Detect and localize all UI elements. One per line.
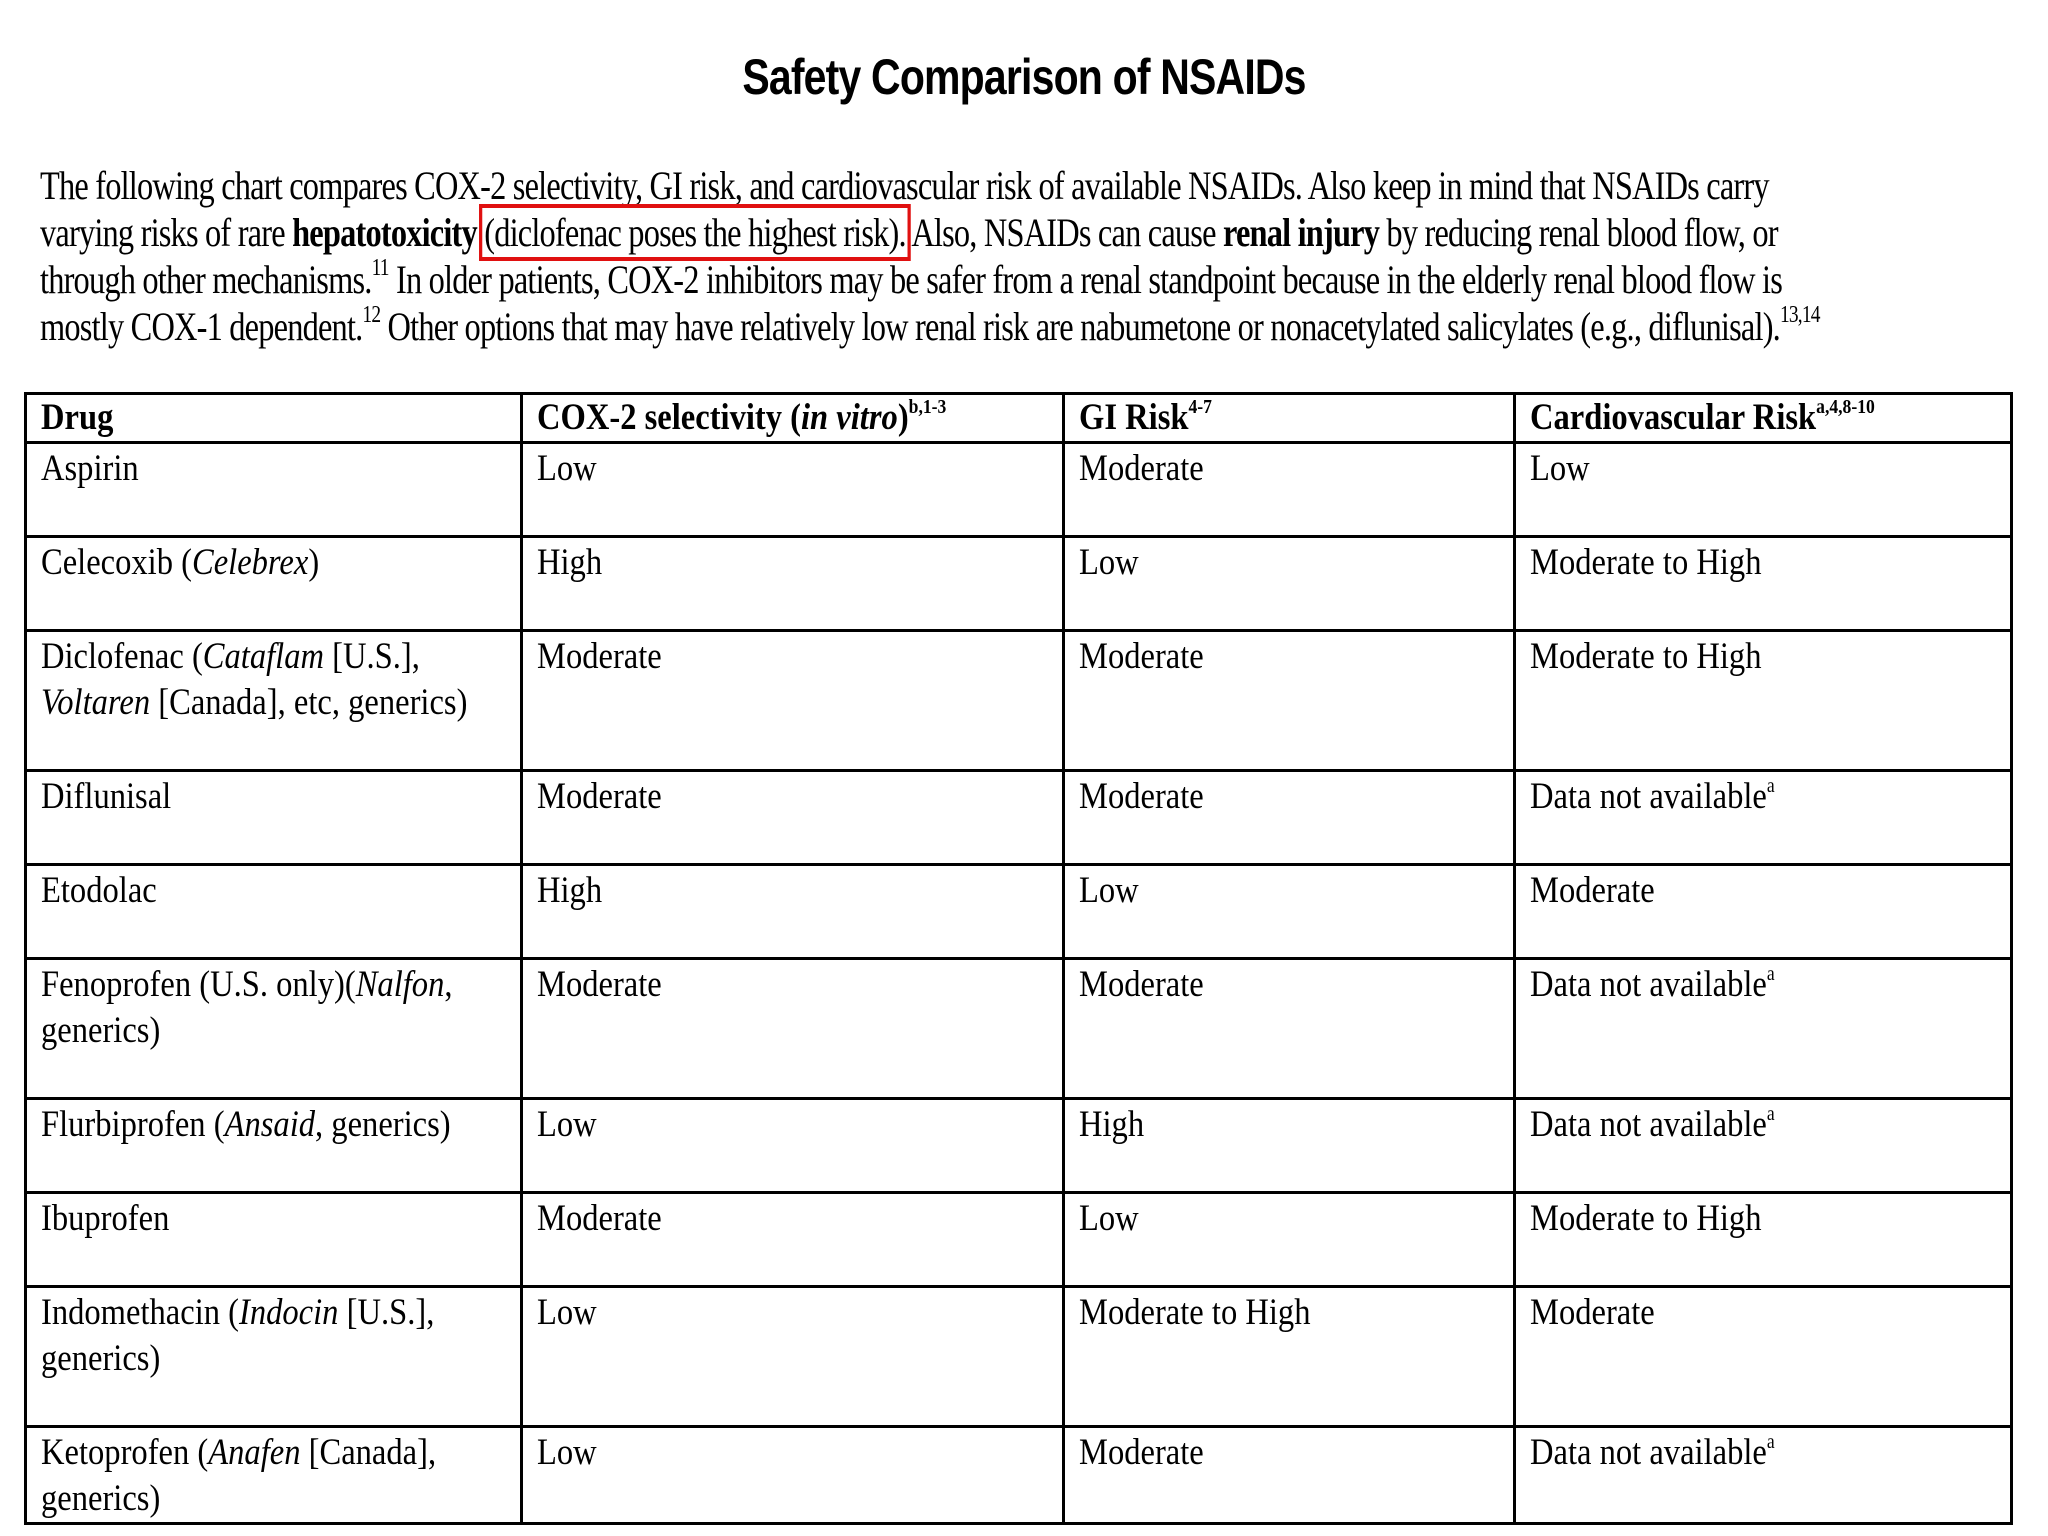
intro-line-3 (40, 256, 1960, 303)
cell-cox2: Low (522, 443, 1064, 537)
intro-text: by reducing renal blood flow, or (1379, 210, 1778, 255)
table-row (26, 1193, 2012, 1287)
brand-name: Nalfon (355, 964, 445, 1005)
brand-name: Indocin (239, 1292, 339, 1333)
cell-cv (1515, 1427, 2012, 1524)
cell-cv (1515, 771, 2012, 865)
cell-cv (1515, 1099, 2012, 1193)
cell-cox2: Low (522, 1287, 1064, 1427)
header-italic: in vitro (801, 397, 898, 438)
table-row (26, 771, 2012, 865)
cv-text: Data not available (1530, 1104, 1767, 1145)
drug-text: [U.S.], (338, 1292, 435, 1333)
table-row (26, 1427, 2012, 1524)
cell-drug: Etodolac (26, 865, 522, 959)
cv-text: Data not available (1530, 1432, 1767, 1473)
table-row (26, 537, 2012, 631)
brand-name: Celebrex (191, 542, 309, 583)
header-text: COX-2 selectivity ( (537, 397, 802, 438)
header-cox2-selectivity (522, 394, 1064, 443)
drug-text: Fenoprofen (U.S. only)( (41, 964, 356, 1005)
cell-drug (26, 1287, 522, 1427)
drug-line: generics) (41, 1478, 161, 1519)
page-title: Safety Comparison of NSAIDs (742, 49, 1306, 105)
brand-name: Anafen (208, 1432, 301, 1473)
cell-cv: Moderate to High (1515, 537, 2012, 631)
cell-cox2: High (522, 537, 1064, 631)
drug-line: generics) (41, 1010, 161, 1051)
cell-gi: Moderate (1064, 959, 1515, 1099)
cell-cox2: Moderate (522, 1193, 1064, 1287)
drug-text: ) (308, 542, 320, 583)
footnote-ref: b,1-3 (908, 396, 947, 418)
cell-drug (26, 631, 522, 771)
table-row (26, 959, 2012, 1099)
cell-drug (26, 537, 522, 631)
cell-drug (26, 1099, 522, 1193)
header-drug: Drug (26, 394, 522, 443)
cell-drug: Ibuprofen (26, 1193, 522, 1287)
cell-cv: Low (1515, 443, 2012, 537)
drug-line: generics) (41, 1338, 161, 1379)
cell-gi: Low (1064, 865, 1515, 959)
cell-gi: Moderate (1064, 771, 1515, 865)
intro-paragraph (40, 162, 1960, 350)
cell-gi: Moderate (1064, 631, 1515, 771)
intro-line-4 (40, 303, 1960, 350)
drug-text: , generics) (315, 1104, 451, 1145)
header-cardiovascular-risk (1515, 394, 2012, 443)
drug-text: [Canada], etc, generics) (150, 682, 468, 723)
table-row (26, 865, 2012, 959)
intro-text: through other mechanisms. (40, 257, 372, 302)
brand-name: Voltaren (41, 682, 151, 723)
cell-gi: Moderate (1064, 443, 1515, 537)
footnote-ref: 13,14 (1779, 302, 1820, 328)
drug-text: [U.S.], (324, 636, 420, 677)
drug-line (41, 1290, 434, 1336)
cell-cv: Moderate to High (1515, 1193, 2012, 1287)
drug-text: Diclofenac ( (41, 636, 203, 677)
drug-line (41, 1430, 436, 1476)
cell-cox2: Moderate (522, 959, 1064, 1099)
intro-text: Also, NSAIDs can cause (905, 210, 1223, 255)
intro-text: varying risks of rare (40, 210, 293, 255)
intro-text: In older patients, COX-2 inhibitors may be safer from a renal standpoint because in the elderly renal blood flow is (388, 257, 1783, 302)
drug-line (41, 634, 467, 680)
header-text: Cardiovascular Risk (1530, 397, 1817, 438)
footnote-ref: 12 (362, 302, 381, 328)
cell-gi: Low (1064, 537, 1515, 631)
cell-drug (26, 1427, 522, 1524)
drug-text: , (444, 964, 453, 1005)
footnote-ref: a (1766, 775, 1775, 797)
cv-text: Data not available (1530, 964, 1767, 1005)
table-row (26, 631, 2012, 771)
table-header-row (26, 394, 2012, 443)
cell-cox2: Moderate (522, 631, 1064, 771)
highlighted-phrase: (diclofenac poses the highest risk). (484, 210, 906, 255)
footnote-ref: 11 (371, 255, 389, 281)
drug-line (41, 962, 452, 1008)
drug-line (41, 680, 467, 726)
intro-line-2 (40, 209, 1960, 256)
cell-drug: Aspirin (26, 443, 522, 537)
cell-gi: Low (1064, 1193, 1515, 1287)
drug-text: Indomethacin ( (41, 1292, 239, 1333)
footnote-ref: 4-7 (1188, 396, 1212, 418)
cell-cv: Moderate (1515, 1287, 2012, 1427)
brand-name: Cataflam (202, 636, 325, 677)
cell-cox2: Moderate (522, 771, 1064, 865)
drug-text: Ketoprofen ( (41, 1432, 209, 1473)
drug-text: Flurbiprofen ( (41, 1104, 225, 1145)
cell-gi: Moderate to High (1064, 1287, 1515, 1427)
intro-bold-hepatotoxicity: hepatotoxicity (292, 210, 477, 255)
header-text: GI Risk (1079, 397, 1189, 438)
intro-text: Other options that may have relatively low renal risk are nabumetone or nonacetylated salicylates (e.g., diflunisal). (380, 304, 1780, 349)
intro-line-1: The following chart compares COX-2 selectivity, GI risk, and cardiovascular risk of available NSAIDs. Also keep in mind that NSAIDs carry (40, 163, 1769, 208)
intro-text: mostly COX-1 dependent. (40, 304, 363, 349)
cell-gi: High (1064, 1099, 1515, 1193)
footnote-ref: a,4,8-10 (1816, 396, 1875, 418)
cell-cv (1515, 959, 2012, 1099)
cell-cox2: High (522, 865, 1064, 959)
table-row (26, 1287, 2012, 1427)
cell-cv: Moderate (1515, 865, 2012, 959)
brand-name: Ansaid (224, 1104, 316, 1145)
nsaid-comparison-table (24, 392, 2013, 1525)
footnote-ref: a (1766, 1431, 1775, 1453)
header-text: ) (897, 397, 909, 438)
header-gi-risk (1064, 394, 1515, 443)
intro-bold-renal-injury: renal injury (1222, 210, 1380, 255)
table-row (26, 1099, 2012, 1193)
footnote-ref: a (1766, 1103, 1775, 1125)
drug-text: Celecoxib ( (41, 542, 192, 583)
drug-text: [Canada], (300, 1432, 437, 1473)
footnote-ref: a (1766, 963, 1775, 985)
cell-drug: Diflunisal (26, 771, 522, 865)
cell-cv: Moderate to High (1515, 631, 2012, 771)
cell-cox2: Low (522, 1427, 1064, 1524)
table-row (26, 443, 2012, 537)
cell-cox2: Low (522, 1099, 1064, 1193)
cell-drug (26, 959, 522, 1099)
cell-gi: Moderate (1064, 1427, 1515, 1524)
cv-text: Data not available (1530, 776, 1767, 817)
